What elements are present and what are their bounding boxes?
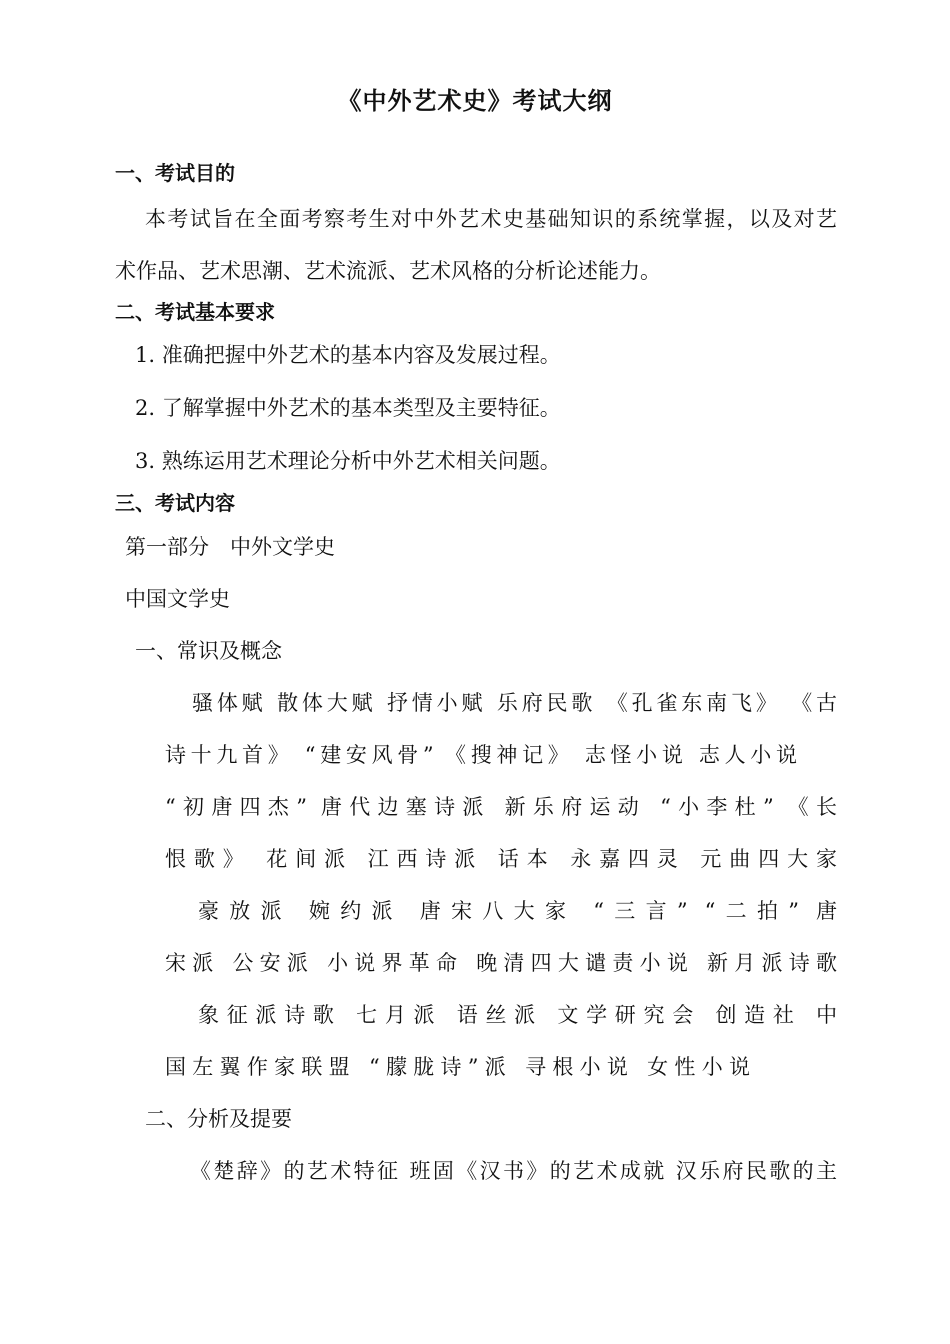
requirement-item: 1. 准确把握中外艺术的基本内容及发展过程。 xyxy=(135,343,561,367)
term: 志怪小说 xyxy=(584,743,688,767)
term: 语丝派 xyxy=(456,1003,543,1027)
term: 唐宋八大家 xyxy=(419,899,577,923)
term: 元曲四大家 xyxy=(700,847,838,871)
requirement-item: 2. 了解掌握中外艺术的基本类型及主要特征。 xyxy=(135,396,561,420)
term: “二拍” xyxy=(704,899,799,923)
term: 晚清四大谴责小说 xyxy=(476,951,695,975)
term: 小说界革命 xyxy=(327,951,464,975)
section-heading-content: 三、考试内容 xyxy=(115,491,235,515)
term: 创造社 xyxy=(715,1003,802,1027)
term: “小李杜” xyxy=(660,795,774,819)
section-heading-exam-purpose: 一、考试目的 xyxy=(115,161,235,185)
term: 乐府民歌 xyxy=(496,691,597,715)
term-line xyxy=(198,1000,837,1030)
term: “初唐四杰” xyxy=(165,795,307,819)
paragraph-line: 术作品、艺术思潮、艺术流派、艺术风格的分析论述能力。 xyxy=(115,259,661,283)
term: “建安风骨” xyxy=(304,743,434,767)
term: 女性小说 xyxy=(647,1055,750,1079)
term: 唐代边塞诗派 xyxy=(320,795,491,819)
term: 诗十九首》 xyxy=(165,743,294,767)
section-heading-requirements: 二、考试基本要求 xyxy=(115,300,275,324)
term: 公安派 xyxy=(232,951,315,975)
term-line xyxy=(165,792,837,822)
term: 宋派 xyxy=(165,951,220,975)
term: 婉约派 xyxy=(308,899,403,923)
analysis-topic: 班固《汉书》的艺术成就 xyxy=(409,1159,667,1183)
term: 《古 xyxy=(791,691,838,715)
term-line xyxy=(198,896,837,926)
term: 豪放派 xyxy=(198,899,292,923)
term-line xyxy=(165,948,837,978)
term: 中 xyxy=(816,1003,838,1027)
term-line xyxy=(165,740,797,770)
term: 唐 xyxy=(815,899,837,923)
term: 《孔雀东南飞》 xyxy=(606,691,781,715)
analysis-line xyxy=(190,1156,837,1186)
requirement-item: 3. 熟练运用艺术理论分析中外艺术相关问题。 xyxy=(135,449,561,473)
term: 寻根小说 xyxy=(525,1055,635,1079)
term: 《长 xyxy=(787,795,837,819)
term-line xyxy=(165,844,837,874)
term-line xyxy=(192,688,837,718)
term: 国左翼作家联盟 xyxy=(165,1055,356,1079)
term: 新月派诗歌 xyxy=(707,951,838,975)
analysis-topic: 《楚辞》的艺术特征 xyxy=(190,1159,401,1183)
term: “朦胧诗”派 xyxy=(368,1055,513,1079)
term: 志人小说 xyxy=(698,743,797,767)
subsection-heading-analysis: 二、分析及提要 xyxy=(145,1107,292,1131)
subpart-heading: 中国文学史 xyxy=(125,587,230,611)
term: 话本 xyxy=(497,847,556,871)
analysis-topic: 汉乐府民歌的主 xyxy=(675,1159,838,1183)
term: 《搜神记》 xyxy=(445,743,574,767)
term: 花间派 xyxy=(266,847,354,871)
term: 新乐府运动 xyxy=(504,795,647,819)
term-line xyxy=(165,1052,750,1082)
term: 抒情小赋 xyxy=(386,691,487,715)
term: 散体大赋 xyxy=(277,691,377,715)
term: 文学研究会 xyxy=(557,1003,702,1027)
term: 七月派 xyxy=(356,1003,443,1027)
term: 永嘉四灵 xyxy=(570,847,686,871)
paragraph-line: 本考试旨在全面考察考生对中外艺术史基础知识的系统掌握，以及对艺 xyxy=(145,207,837,231)
term: 江西诗派 xyxy=(367,847,484,871)
term: “三言” xyxy=(593,899,688,923)
term: 恨歌》 xyxy=(165,847,252,871)
document-title: 《中外艺术史》考试大纲 xyxy=(337,87,613,115)
term: 象征派诗歌 xyxy=(198,1003,342,1027)
term: 骚体赋 xyxy=(192,691,267,715)
subsection-heading-concepts: 一、常识及概念 xyxy=(135,639,282,663)
part-heading: 第一部分 中外文学史 xyxy=(125,535,335,559)
